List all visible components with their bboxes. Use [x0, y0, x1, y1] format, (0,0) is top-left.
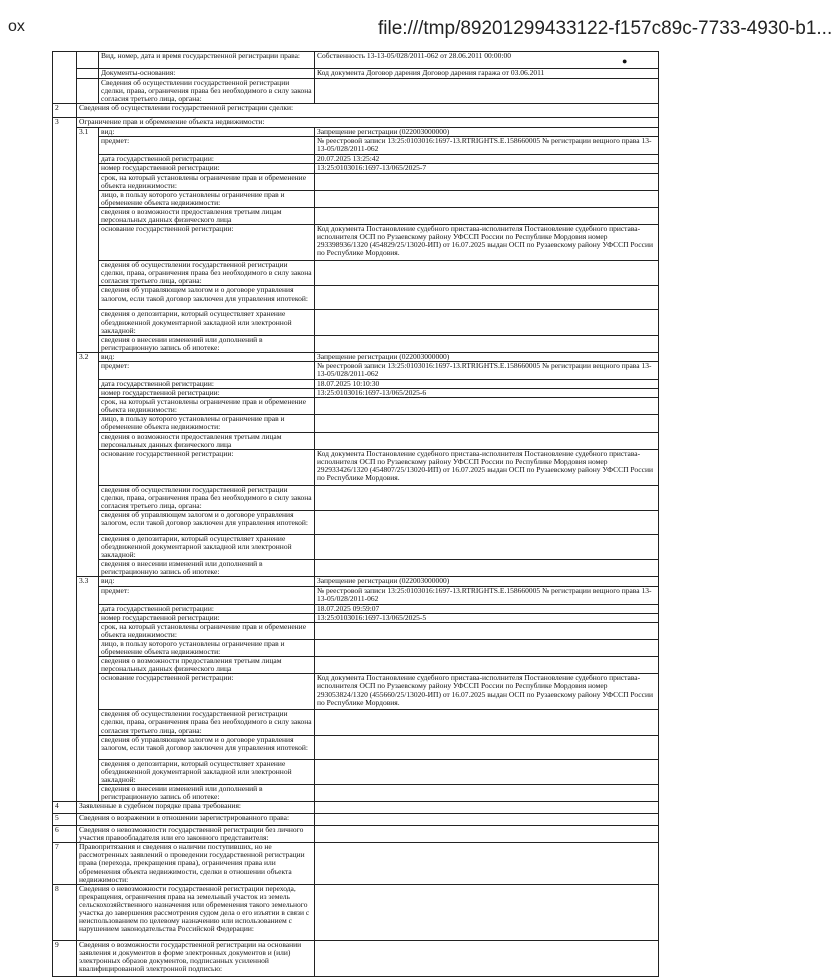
field-label: сведения об осуществлении государственной регистрации сделки, права, ограничения права без необходимого в силу закона согласия третьего лица, органа:: [99, 710, 315, 735]
field-label: сведения об управляющем залогом и о договоре управления залогом, если такой договор заключен для управления ипотекой:: [99, 735, 315, 759]
field-label: сведения о депозитарии, который осуществляет хранение обездвиженной документарной закладной или электронной закладной:: [99, 310, 315, 335]
section-title: Сведения об осуществлении государственной регистрации сделки:: [77, 104, 659, 118]
field-value: 13:25:0103016:1697-13/065/2025-6: [315, 389, 659, 398]
encumbrance-row: [53, 604, 659, 613]
field-label: сведения об управляющем залогом и о договоре управления залогом, если такой договор заключен для управления ипотекой:: [99, 286, 315, 310]
encumbrance-row: [53, 622, 659, 639]
section-row: [53, 843, 659, 884]
field-label: основание государственной регистрации:: [99, 449, 315, 485]
encumbrance-row: [53, 190, 659, 207]
row-number-cell: [53, 52, 77, 104]
section-label: Сведения о невозможности государственной регистрации без личного участия правообладателя или его законного представителя:: [77, 826, 315, 843]
field-label: Вид, номер, дата и время государственной регистрации права:: [99, 52, 315, 69]
encumbrance-row: [53, 225, 659, 261]
sub-section-number: 3.2: [77, 352, 99, 577]
section-label: Правопритязания и сведения о наличии поступивших, но не рассмотренных заявлений о проведении государственной регистрации права (перехода, прекращения права), ограничения права или обременения объекта недвижимости, сделки в отношении объекта недвижимости:: [77, 843, 315, 884]
encumbrance-row: [53, 310, 659, 335]
field-value: [315, 511, 659, 535]
field-label: вид:: [99, 128, 315, 137]
right-record-row: [53, 52, 659, 69]
field-value: [315, 622, 659, 639]
section-row: [53, 814, 659, 826]
field-value: [315, 286, 659, 310]
field-label: основание государственной регистрации:: [99, 225, 315, 261]
section-value: [315, 843, 659, 884]
encumbrance-row: [53, 286, 659, 310]
field-value: [315, 190, 659, 207]
encumbrance-row: [53, 657, 659, 674]
field-value: Код документа Постановление судебного пристава-исполнителя Постановление судебного пристава-исполнителя ОСП по Рузаевскому району УФССП России по Республике Мордовия номер 293053824/1320 (455660/25/13020-ИП) от 16.07.2025 выдан ОСП по Рузаевскому району УФССП России по Республике Мордовия.: [315, 674, 659, 710]
encumbrance-row: [53, 639, 659, 656]
field-label: дата государственной регистрации:: [99, 155, 315, 164]
field-label: срок, на который установлены ограничение прав и обременение объекта недвижимости:: [99, 173, 315, 190]
field-label: Документы-основания:: [99, 69, 315, 79]
section-value: [315, 940, 659, 976]
encumbrance-row: [53, 173, 659, 190]
section-number: 5: [53, 814, 77, 826]
field-value: [315, 79, 659, 104]
encumbrance-row: [53, 164, 659, 173]
field-value: [315, 735, 659, 759]
right-record-row: [53, 69, 659, 79]
field-value: [315, 432, 659, 449]
field-value: Код документа Договор дарения Договор дарения гаража от 03.06.2011: [315, 69, 659, 79]
encumbrance-row: [53, 485, 659, 510]
field-value: Запрещение регистрации (022003000000): [315, 577, 659, 586]
encumbrance-row: [53, 735, 659, 759]
field-value: [315, 310, 659, 335]
section-row: [53, 802, 659, 814]
field-value: [315, 560, 659, 577]
field-label: сведения о возможности предоставления третьим лицам персональных данных физического лица: [99, 657, 315, 674]
field-value: [315, 207, 659, 224]
field-value: [315, 710, 659, 735]
field-value: [315, 784, 659, 801]
field-label: основание государственной регистрации:: [99, 674, 315, 710]
field-value: № реестровой записи 13:25:0103016:1697-13.RTRIGHTS.E.158660005 № регистрации вещного права 13-13-05/028/2011-062: [315, 137, 659, 155]
section-row: [53, 826, 659, 843]
field-label: лицо, в пользу которого установлены ограничение прав и обременение объекта недвижимости:: [99, 415, 315, 432]
encumbrance-row: [53, 335, 659, 352]
field-label: Сведения об осуществлении государственной регистрации сделки, права, ограничения права без необходимого в силу закона согласия третьего лица, органа:: [99, 79, 315, 104]
encumbrance-row: [53, 759, 659, 784]
field-label: сведения о возможности предоставления третьим лицам персональных данных физического лица: [99, 207, 315, 224]
field-label: сведения о депозитарии, который осуществляет хранение обездвиженной документарной закладной или электронной закладной:: [99, 535, 315, 560]
field-value: [315, 639, 659, 656]
field-label: срок, на который установлены ограничение прав и обременение объекта недвижимости:: [99, 622, 315, 639]
field-label: сведения о внесении изменений или дополнений в регистрационную запись об ипотеке:: [99, 784, 315, 801]
field-value: [315, 335, 659, 352]
egrn-extract-table: [52, 51, 659, 977]
field-value: Собственность 13-13-05/028/2011-062 от 28.06.2011 00:00:00: [315, 52, 659, 69]
field-label: срок, на который установлены ограничение прав и обременение объекта недвижимости:: [99, 398, 315, 415]
section-label: Сведения о невозможности государственной регистрации перехода, прекращения, ограничения права на земельный участок из земель сельскохозяйственного назначения или обременения такого земельного участка до завершения рассмотрения судом дела о его изъятии в связи с неиспользованием по целевому назначению или использованием с нарушением законодательства Российской Федерации:: [77, 884, 315, 940]
field-value: 18.07.2025 10:10:30: [315, 379, 659, 388]
field-label: лицо, в пользу которого установлены ограничение прав и обременение объекта недвижимости:: [99, 190, 315, 207]
field-label: сведения о возможности предоставления третьим лицам персональных данных физического лица: [99, 432, 315, 449]
field-label: номер государственной регистрации:: [99, 613, 315, 622]
field-label: дата государственной регистрации:: [99, 604, 315, 613]
field-value: 13:25:0103016:1697-13/065/2025-7: [315, 164, 659, 173]
section-number: 2: [53, 104, 77, 118]
encumbrance-row: [53, 535, 659, 560]
section-row: [53, 940, 659, 976]
field-value: Код документа Постановление судебного пристава-исполнителя Постановление судебного пристава-исполнителя ОСП по Рузаевскому району УФССП России по Республике Мордовия номер 293398936/1320 (454829/25/13020-ИП) от 16.07.2025 выдан ОСП по Рузаевскому району УФССП России по Республике Мордовия.: [315, 225, 659, 261]
field-label: вид:: [99, 577, 315, 586]
print-header-url: file:///tmp/89201299433122-f157c89c-7733-4930-b1...: [378, 18, 832, 39]
encumbrance-row: [53, 560, 659, 577]
section-number: 3: [53, 118, 77, 802]
encumbrance-row: [53, 511, 659, 535]
section-title: Ограничение прав и обременение объекта недвижимости:: [77, 118, 659, 128]
field-label: номер государственной регистрации:: [99, 164, 315, 173]
section-number: 9: [53, 940, 77, 976]
encumbrance-row: [53, 137, 659, 155]
sub-number-cell: [77, 79, 99, 104]
field-value: Запрещение регистрации (022003000000): [315, 128, 659, 137]
field-label: предмет:: [99, 586, 315, 604]
field-label: лицо, в пользу которого установлены ограничение прав и обременение объекта недвижимости:: [99, 639, 315, 656]
section-row: [53, 118, 659, 128]
section-row: [53, 104, 659, 118]
field-label: сведения об осуществлении государственной регистрации сделки, права, ограничения права без необходимого в силу закона согласия третьего лица, органа:: [99, 485, 315, 510]
field-value: [315, 261, 659, 286]
section-row: [53, 884, 659, 940]
field-label: дата государственной регистрации:: [99, 379, 315, 388]
section-number: 6: [53, 826, 77, 843]
section-label: Заявленные в судебном порядке права требования:: [77, 802, 315, 814]
sub-number-cell: [77, 69, 99, 79]
section-label: Сведения о возражении в отношении зарегистрированного права:: [77, 814, 315, 826]
section-number: 4: [53, 802, 77, 814]
encumbrance-row: [53, 207, 659, 224]
field-label: вид:: [99, 352, 315, 361]
field-value: Код документа Постановление судебного пристава-исполнителя Постановление судебного пристава-исполнителя ОСП по Рузаевскому району УФССП России по Республике Мордовия номер 292933426/1320 (454807/25/13020-ИП) от 16.07.2025 выдан ОСП по Рузаевскому району УФССП России по Республике Мордовия.: [315, 449, 659, 485]
field-label: сведения об осуществлении государственной регистрации сделки, права, ограничения права без необходимого в силу закона согласия третьего лица, органа:: [99, 261, 315, 286]
section-number: 8: [53, 884, 77, 940]
sub-section-number: 3.1: [77, 128, 99, 353]
field-label: предмет:: [99, 361, 315, 379]
field-value: [315, 759, 659, 784]
field-value: [315, 535, 659, 560]
field-value: 13:25:0103016:1697-13/065/2025-5: [315, 613, 659, 622]
browser-header-left: ox: [8, 18, 25, 35]
encumbrance-row: [53, 398, 659, 415]
encumbrance-row: [53, 674, 659, 710]
field-label: номер государственной регистрации:: [99, 389, 315, 398]
encumbrance-row: [53, 261, 659, 286]
sub-section-number: 3.3: [77, 577, 99, 802]
field-value: Запрещение регистрации (022003000000): [315, 352, 659, 361]
section-number: 7: [53, 843, 77, 884]
field-value: 18.07.2025 09:59:07: [315, 604, 659, 613]
encumbrance-row: [53, 432, 659, 449]
encumbrance-row: [53, 710, 659, 735]
field-value: [315, 657, 659, 674]
field-value: [315, 415, 659, 432]
right-record-row: [53, 79, 659, 104]
field-value: [315, 485, 659, 510]
encumbrance-row: [53, 577, 659, 586]
encumbrance-row: [53, 586, 659, 604]
field-value: [315, 173, 659, 190]
field-label: предмет:: [99, 137, 315, 155]
field-label: сведения о внесении изменений или дополнений в регистрационную запись об ипотеке:: [99, 560, 315, 577]
encumbrance-row: [53, 613, 659, 622]
section-value: [315, 814, 659, 826]
field-label: сведения о депозитарии, который осуществляет хранение обездвиженной документарной закладной или электронной закладной:: [99, 759, 315, 784]
field-label: сведения о внесении изменений или дополнений в регистрационную запись об ипотеке:: [99, 335, 315, 352]
field-value: № реестровой записи 13:25:0103016:1697-13.RTRIGHTS.E.158660005 № регистрации вещного права 13-13-05/028/2011-062: [315, 586, 659, 604]
field-label: сведения об управляющем залогом и о договоре управления залогом, если такой договор заключен для управления ипотекой:: [99, 511, 315, 535]
encumbrance-row: [53, 449, 659, 485]
encumbrance-row: [53, 415, 659, 432]
scan-mark: ●: [622, 56, 628, 66]
encumbrance-row: [53, 361, 659, 379]
section-value: [315, 802, 659, 814]
field-value: [315, 398, 659, 415]
field-value: 20.07.2025 13:25:42: [315, 155, 659, 164]
encumbrance-row: [53, 784, 659, 801]
sub-number-cell: [77, 52, 99, 69]
section-value: [315, 826, 659, 843]
section-label: Сведения о возможности государственной регистрации на основании заявления и документов в форме электронных документов и (или) электронных образов документов, подписанных усиленной квалифицированной электронной подписью:: [77, 940, 315, 976]
section-value: [315, 884, 659, 940]
field-value: № реестровой записи 13:25:0103016:1697-13.RTRIGHTS.E.158660005 № регистрации вещного права 13-13-05/028/2011-062: [315, 361, 659, 379]
